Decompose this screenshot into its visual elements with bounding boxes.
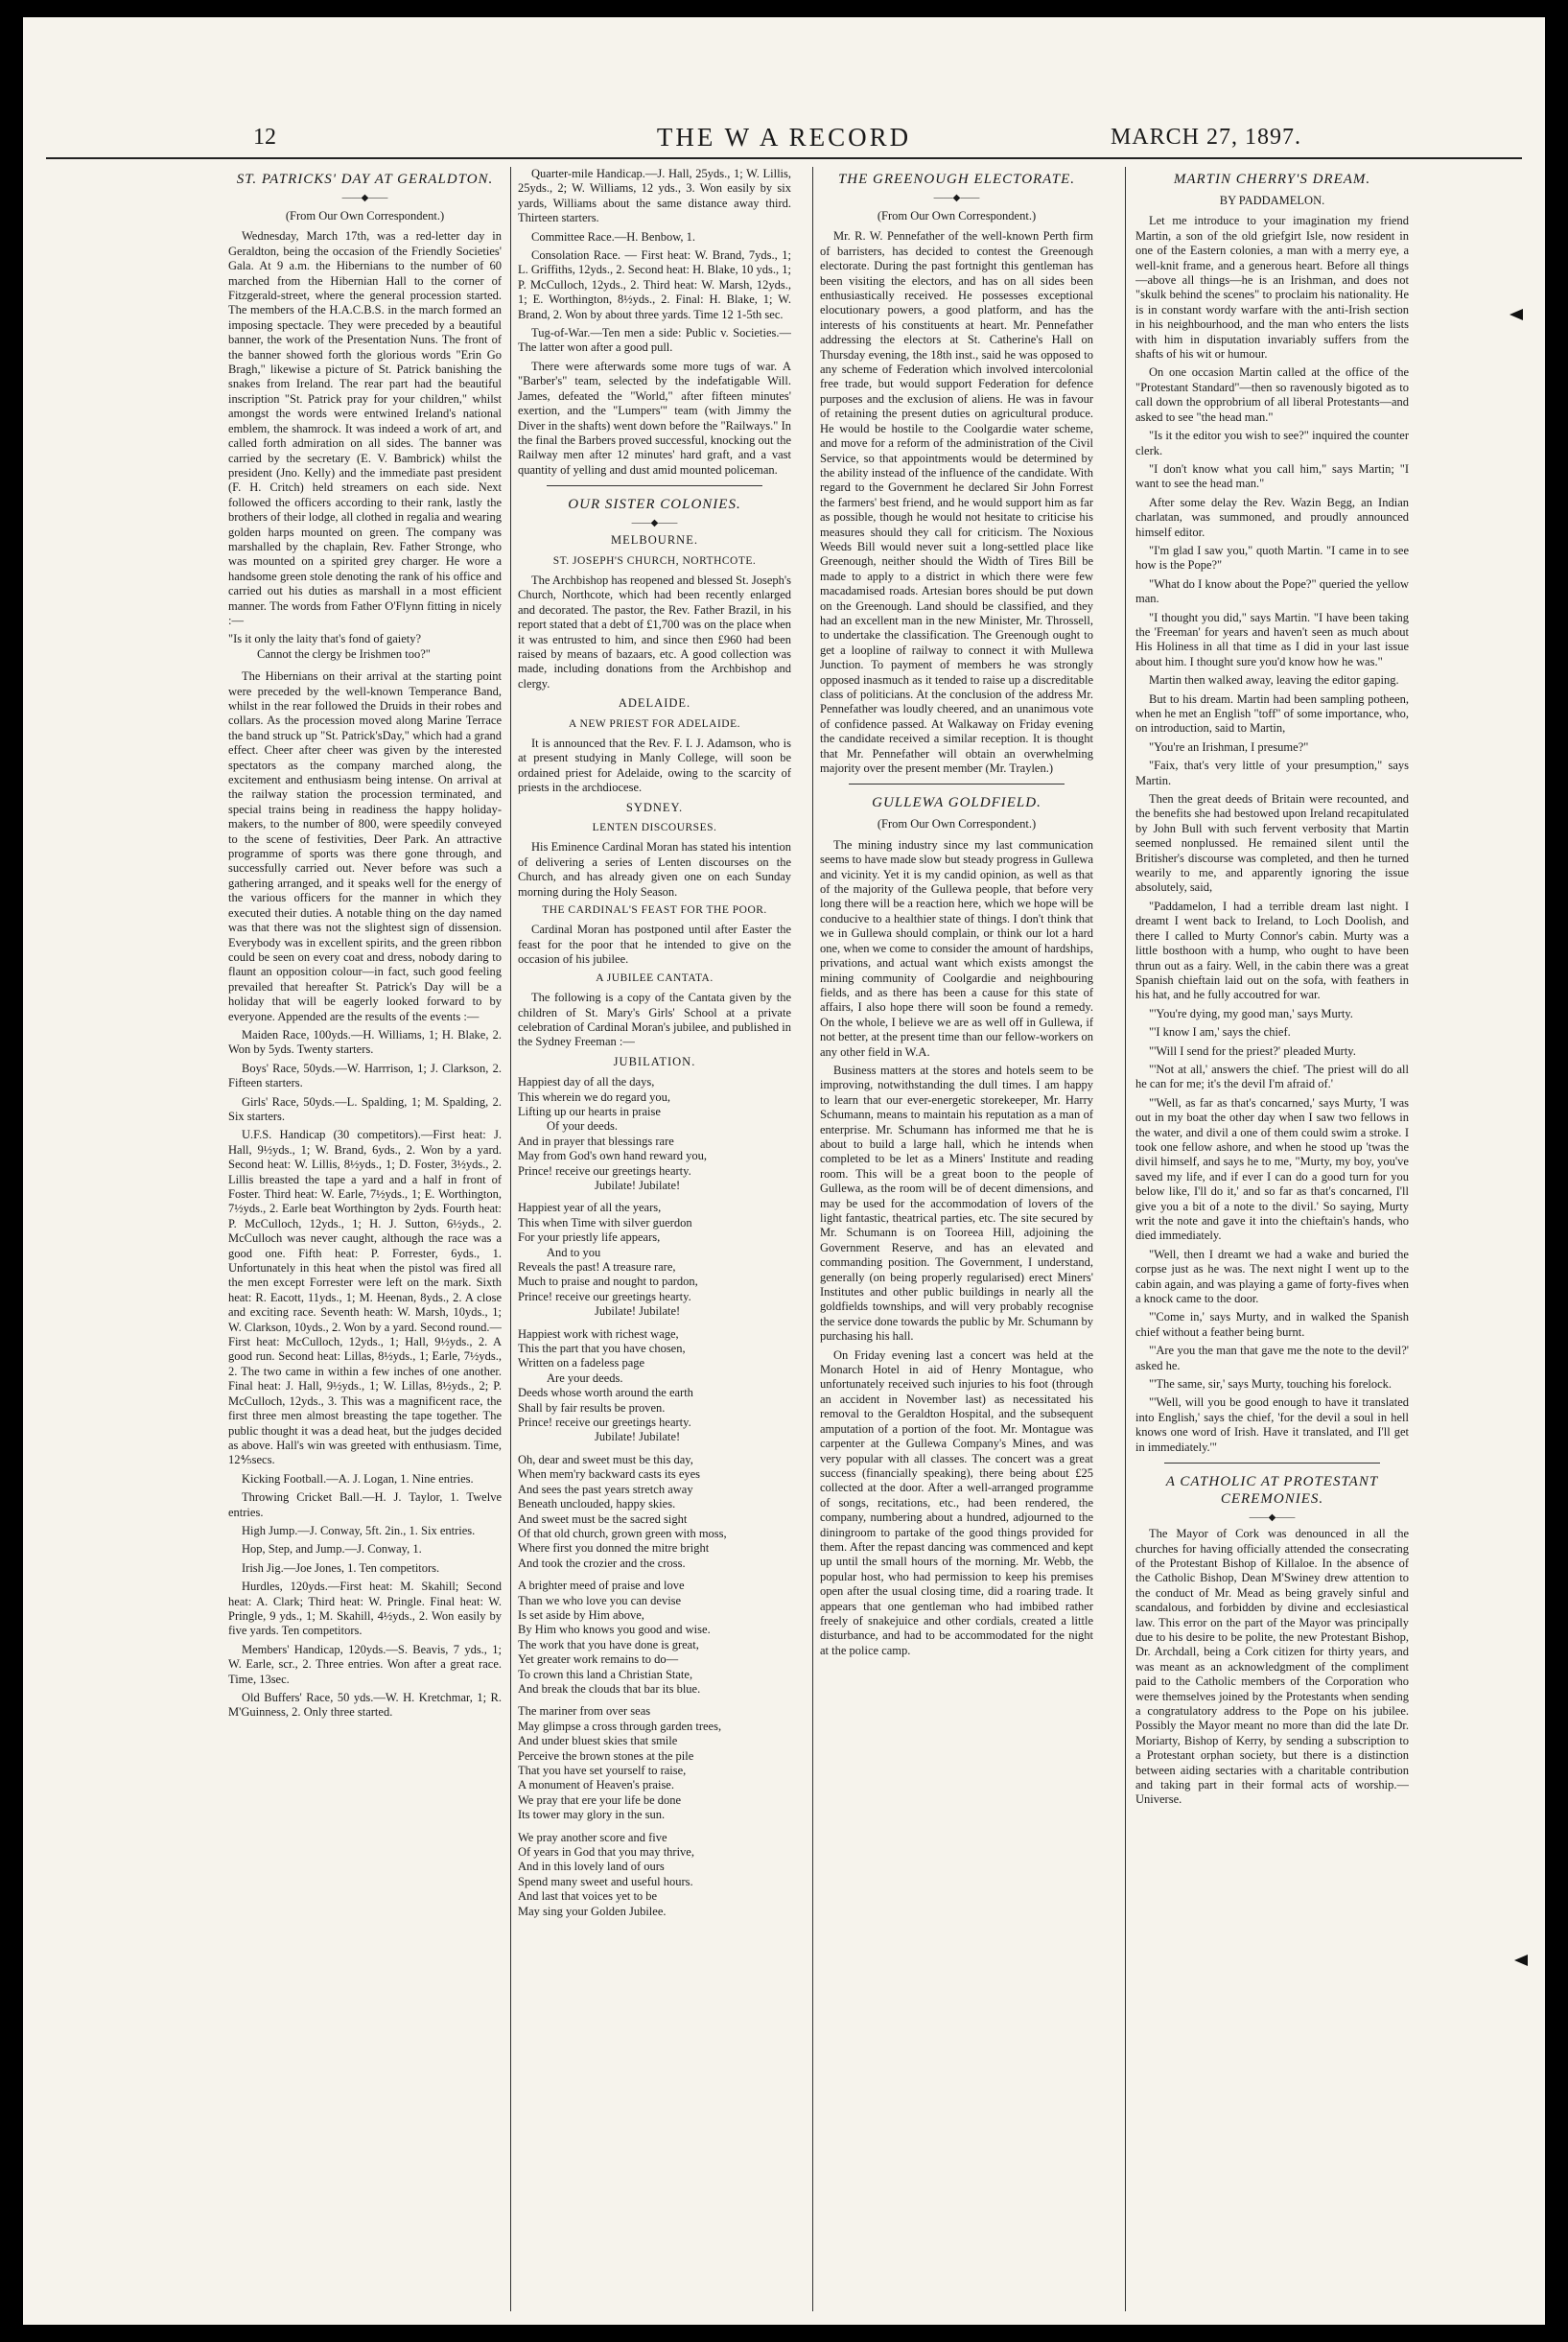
verse-line: Prince! receive our greetings hearty. [518,1289,691,1303]
verse-line: And to you [547,1245,601,1259]
verse-line: By Him who knows you good and wise. [518,1623,711,1637]
section-rule [849,784,1065,785]
article-heading: ST. PATRICKS' DAY AT GERALDTON. [236,172,494,187]
poem-stanza [518,1201,791,1319]
masthead [46,119,1522,159]
verse-line: The mariner from over seas [518,1704,651,1719]
paragraph: "Paddamelon, I had a terrible dream last night. I dreamt I went back to Ireland, to Loch Doolish, and there I called to Murty Connor's cabin. Murty was a little bosthoon with a hump, who ought to have been thrun out as a fairy. Well, in the cabin there was a great Spanish chieftain laid out on the sofa, with feathers in his hat, and he fully accoutred for war. [1135,899,1409,1002]
paragraph: After some delay the Rev. Wazin Begg, an Indian charlatan, was summoned, and proudly announced himself editor. [1135,495,1409,539]
verse-line: Prince! receive our greetings hearty. [518,1416,691,1430]
article-heading: A CATHOLIC AT PROTESTANT CEREMONIES. [1165,1474,1379,1508]
verse-line: Its tower may glory in the sun. [518,1808,666,1822]
verse-line: Happiest work with richest wage, [518,1326,679,1341]
poem-stanza [518,1075,791,1193]
paragraph: Hop, Step, and Jump.—J. Conway, 1. [242,1542,422,1557]
paragraph: Cardinal Moran has postponed until after Easter the feast for the poor that he intended to give on the occasion of his jubilee. [518,923,791,967]
verse-line: And took the crozier and the cross. [518,1556,686,1570]
paragraph: But to his dream. Martin had been sampling potheen, when he met an English "toff" of some importance, who, on introduction, said to Martin, [1135,691,1409,736]
verse-line: Of your deeds. [547,1119,618,1134]
paragraph: "Faix, that's very little of your presumption," says Martin. [1135,759,1409,787]
verse-line: The work that you have done is great, [518,1637,699,1651]
paragraph: "'Not at all,' answers the chief. 'The priest will do all he can for me; it's the devil I'm afraid of.' [1135,1062,1409,1091]
paragraph: Business matters at the stores and hotels seem to be improving, notwithstanding the dull times. I am happy to learn that our ever-energetic storekeeper, Mr. Harry Schumann, means to maintain his reputation as a man of enterprise. Mr. Schumann has informed me that he is about to build a large hall, which he intends when completed to be let as a Miners' Institute and reading room. This will be a great boon to the people of Gullewa, as the room will be of decent dimensions, and may be used for the accommodation of lovers of the light fantastic, theatrical parties, etc. The site secured by Mr. Schumann is on Tooreea Hill, adjoining the Government Reserve, and has an elevated and commanding position. The Government, I understand, generally (on being properly regularised) erect Miners' Institutes and other public buildings in nearly all the goldfields townships, and will very probably recognise the service done towards the public by Mr. Schumann by purchasing his hall. [820,1063,1093,1344]
article-heading: OUR SISTER COLONIES. [568,497,741,513]
paragraph: Quarter-mile Handicap.—J. Hall, 25yds., 1; W. Lillis, 25yds., 2; W. Williams, 12 yds., 3. Won easily by six yards, Williams about the same distance away third. Thirteen starters. [518,167,791,225]
verse-line: Jubilate! Jubilate! [595,1430,681,1444]
margin-marker-icon [1509,309,1523,320]
paragraph: "'I know I am,' says the chief. [1149,1025,1291,1040]
verse-line: And sweet must be the sacred sight [518,1511,688,1526]
section-rule [547,485,762,486]
paragraph: Irish Jig.—Joe Jones, 1. Ten competitors. [242,1560,440,1575]
verse-line: Jubilate! Jubilate! [595,1304,681,1319]
verse-line: Where first you donned the mitre bright [518,1541,710,1556]
verse-line: Jubilate! Jubilate! [595,1178,681,1192]
paragraph: It is announced that the Rev. F. I. J. Adamson, who is at present studying in Manly College, will soon be ordained priest for Adelaide, owing to the scarcity of priests in the archdiocese. [518,737,791,795]
paragraph: Boys' Race, 50yds.—W. Harrrison, 1; J. Clarkson, 2. Fifteen starters. [228,1061,502,1090]
verse-line: Happiest day of all the days, [518,1075,655,1089]
paragraph: Consolation Race. — First heat: W. Brand, 7yds., 1; L. Griffiths, 12yds., 2. Second heat: H. Blake, 10 yds., 1; P. McCulloch, 12yds., 2. Third heat: W. Marsh, 12yds., 1; E. Worthington, 8½yds., 2. Final: H. Blake, 1; W. Brand, 2. Won by about three yards. Time 12 1-5th sec. [518,248,791,321]
article-source: (From Our Own Correspondent.) [877,209,1037,222]
verse-line: Are your deeds. [547,1370,623,1385]
verse-line: And under bluest skies that smile [518,1734,678,1748]
verse-line: A brighter meed of praise and love [518,1579,685,1593]
subheading-church: ST. JOSEPH'S CHURCH, NORTHCOTE. [552,554,757,567]
verse-line: That you have set yourself to raise, [518,1764,687,1777]
poem-title: JUBILATION. [613,1054,696,1068]
page-number: 12 [253,125,276,150]
paragraph: Committee Race.—H. Benbow, 1. [531,229,696,244]
verse-line: Spend many sweet and useful hours. [518,1874,693,1888]
paragraph: Girls' Race, 50yds.—L. Spalding, 1; M. Spalding, 2. Six starters. [228,1094,502,1123]
verse-line: Written on a fadeless page [518,1356,645,1370]
poem-stanza [518,1579,791,1697]
verse-line: Reveals the past! A treasure rare, [518,1260,676,1274]
issue-date: MARCH 27, 1897. [1110,125,1301,150]
article-heading: THE GREENOUGH ELECTORATE. [837,172,1076,187]
paragraph: "'Will I send for the priest?' pleaded Murty. [1149,1043,1356,1058]
paragraph: Old Buffers' Race, 50 yds.—W. H. Kretchmar, 1; R. M'Guinness, 2. Only three started. [228,1691,502,1720]
paragraph: Tug-of-War.—Ten men a side: Public v. Societies.—The latter won after a good pull. [518,326,791,355]
paragraph: "'The same, sir,' says Murty, touching his forelock. [1149,1377,1392,1392]
verse-line: "Is it only the laity that's fond of gaiety? [228,632,422,646]
paragraph: The following is a copy of the Cantata given by the children of St. Mary's Girls' School at a private celebration of Cardinal Moran's jubilee, and published in the Sydney Freeman :— [518,991,791,1049]
verse-line: May glimpse a cross through garden trees, [518,1719,722,1733]
verse-line: This wherein we do regard you, [518,1089,670,1104]
paragraph: Martin then walked away, leaving the editor gaping. [1149,673,1399,688]
verse-line: And break the clouds that bar its blue. [518,1681,701,1696]
paragraph: "You're an Irishman, I presume?" [1149,739,1309,754]
paragraph: "I thought you did," says Martin. "I have been taking the 'Freeman' for years and haven't seen as much about His Holiness in all that time as I did in your last issue about him. I thought sure you'd know how he was." [1135,610,1409,668]
verse-line: To crown this land a Christian State, [518,1667,693,1681]
verse-line: Beneath unclouded, happy skies. [518,1497,676,1511]
paragraph: "'Well, as far as that's concarned,' says Murty, 'I was out in my boat the other day when I saw two fellows in the water, and divil a one of them could swim a stroke. I took one fellow ashore, and when he stood up 'twas the divil himself, and says he to me, "Murty, my boy, you've saved my life, and if ever I can do a good turn for you below like, I'll do it,' and so far as that's concarned, I'll give you a bit of a note to the divil.' So saying, Murty writ the note and gave it into the chieftain's hands, who died immediately. [1135,1095,1409,1243]
columns [228,167,1423,2315]
column-3 [820,167,1093,2311]
section-heading-sydney: SYDNEY. [625,800,684,814]
paragraph: Throwing Cricket Ball.—H. J. Taylor, 1. Twelve entries. [228,1490,502,1519]
divider-ornament: ——◆—— [933,193,980,203]
poem-stanza [518,1453,791,1571]
section-heading-adelaide: ADELAIDE. [618,696,691,711]
verse-line: May sing your Golden Jubilee. [518,1904,667,1918]
article-source: (From Our Own Correspondent.) [877,817,1037,831]
paragraph: Hurdles, 120yds.—First heat: M. Skahill; Second heat: A. Clark; Third heat: W. Pringle. Final heat: W. Pringle, 9 yds., 1; M. Skahill, 4½yds., 2. Won easily by five yards. Ten competitors. [228,1580,502,1638]
verse-line: Yet greater work remains to do— [518,1652,679,1667]
paragraph: His Eminence Cardinal Moran has stated his intention of delivering a series of Lenten discourses on the Church, and has already given one on each Sunday morning during the Holy Season. [518,840,791,899]
verse-line: And in this lovely land of ours [518,1860,665,1874]
verse-quote [228,632,502,662]
article-source: (From Our Own Correspondent.) [285,209,445,222]
paragraph: Let me introduce to your imagination my friend Martin, a son of the old griefgirt Isle, now resident in one of the Eastern colonies, a man with a merry eye, a well-knit frame, and a generous heart. Before all things—above all things—he is an Irishman, and does not "skulk behind the scenes" to proclaim his nationality. He is in constant wordy warfare with the anti-Irish section in his neighbourhood, and the man who enters the lists with him in disputation invariably suffers from the shafts of his wit or humour. [1135,214,1409,362]
verse-line: This when Time with silver guerdon [518,1215,692,1230]
verse-line: May from God's own hand reward you, [518,1149,708,1163]
paragraph: Then the great deeds of Britain were recounted, and the benefits she had bestowed upon Ireland recapitulated by John Bull with such fervent verbosity that Martin seemed nonplussed. He remained silent until the Britisher's discourse was completed, and then he turned wearily to me, and apparently ignoring the issue absolutely, said, [1135,792,1409,895]
verse-line: When mem'ry backward casts its eyes [518,1467,701,1482]
paragraph: High Jump.—J. Conway, 5ft. 2in., 1. Six entries. [242,1523,476,1537]
verse-line: Than we who love you can devise [518,1593,682,1607]
verse-line: Of years in God that you may thrive, [518,1845,694,1860]
subheading-new-priest: A NEW PRIEST FOR ADELAIDE. [568,717,740,730]
margin-marker-icon [1514,1955,1528,1966]
divider-ornament: ——◆—— [1249,1512,1296,1524]
verse-line: And in prayer that blessings rare [518,1134,674,1148]
paragraph: "What do I know about the Pope?" queried the yellow man. [1135,576,1409,606]
section-rule [1164,1463,1380,1464]
paragraph: Members' Handicap, 120yds.—S. Beavis, 7 yds., 1; W. Earle, scr., 2. Three entries. Won after a great race. Time, 13sec. [228,1642,502,1686]
paragraph: "I'm glad I saw you," quoth Martin. "I came in to see how is the Pope?" [1135,543,1409,573]
column-rule [812,167,813,2311]
article-heading: GULLEWA GOLDFIELD. [872,795,1041,811]
paragraph: "Well, then I dreamt we had a wake and buried the corpse just as he was. The next night I went up to the cabin again, and was playing a game of forty-fives when a knock came to the door. [1135,1247,1409,1306]
subheading-feast: THE CARDINAL'S FEAST FOR THE POOR. [542,904,767,917]
paragraph: "'Well, will you be good enough to have it translated into English,' says the chief, 'for the devil a soul in hell knows one word of Irish. Have it translated, and I'll get in immediately.'" [1135,1395,1409,1454]
paragraph: The mining industry since my last communication seems to have made slow but steady progress in Gullewa and vicinity. Yet it is my candid opinion, as well as that of the majority of the Gullewa people, that before very long there will be a reaction here, which we hope will be conducive to a healthier state of things. I don't think that we in Gullewa should complain, or think our lot a hard one, when we come to consider the amount of hardships, privations, and actual want which exists amongst the mining community of Coolgardie and neighbouring fields, and as there has been a cause for this state of affairs, I also hope there will soon be found a remedy. On the whole, I believe we are as well off in Gullewa, if not better, at the present time than our fellow-workers on any other field in W.A. [820,837,1093,1059]
article-heading: MARTIN CHERRY'S DREAM. [1173,172,1371,187]
verse-line: Oh, dear and sweet must be this day, [518,1452,693,1466]
poem-stanza [518,1704,791,1822]
paragraph: "'Come in,' says Murty, and in walked the Spanish chief without a feather being burnt. [1135,1310,1409,1339]
verse-line: Cannot the clergy be Irishmen too?" [257,646,431,661]
column-rule [1125,167,1126,2311]
paragraph: U.F.S. Handicap (30 competitors).—First heat: J. Hall, 9½yds., 1; W. Brand, 6yds., 2. Won by a yard. Second heat: W. Lillis, 8½yds., 1; D. Foster, 3½yds., 2. Lillis breasted the tape a yard and a half in front of Foster. Third heat: W. Earle, 7½yds., 1; E. Worthington, 7½yds., 2. Earle beat Worthington by 2yds. Fourth heat: P. McCulloch, 12yds., 1; H. J. Sutton, 6½yds., 2. McCulloch was never caught, although the race was a good one. Fifth heat: P. Forrester, 6yds., 1. Unfortunately in this heat when the pistol was fired all the men except Forrester were left on the mark. Sixth heat: R. Eacott, 11yds., 1; M. Heenan, 8yds., 2. A close and exciting race. Seventh heath: W. Marsh, 10yds., 1; W. Clarkson, 10yds., 2. Won by a yard. Second round.—First heat: McCulloch, 12yds., 1; Hall, 9½yds., 2. A good run. Second heat: Lillas, 8½yds., 1; Earle, 7½yds., 2. The two came in within a few inches of one another. Final heat: J. Hall, 9½yds., 1; W. Lillas, 8½yds., 2; P. McCulloch, 12yds., 3. This was a magnificent race, the first three men almost breasting the tape together. The public thought it was a dead heat, but the judges decided as above. Hall's win was greeted with enthusiasm. Time, 12⅘secs. [228,1128,502,1467]
column-4 [1135,167,1409,2311]
verse-line: Deeds whose worth around the earth [518,1386,693,1400]
paragraph: The Archbishop has reopened and blessed St. Joseph's Church, Northcote, which had been recently enlarged and decorated. The pastor, the Rev. Father Brazil, in his report stated that a debt of £1,700 was on the place when it was entrusted to him, and since then £960 had been raised by means of bazaars, etc. A good collection was made, including donations from the Archbishop and clergy. [518,573,791,691]
byline: BY PADDAMELON. [1219,194,1325,207]
verse-line: Prince! receive our greetings hearty. [518,1163,691,1178]
verse-line: Much to praise and nought to pardon, [518,1275,698,1289]
subheading-cantata: A JUBILEE CANTATA. [596,972,714,984]
divider-ornament: ——◆—— [631,518,678,529]
verse-line: And last that voices yet to be [518,1889,658,1904]
paragraph: On Friday evening last a concert was held at the Monarch Hotel in aid of Henry Montague, who unfortunately received such injuries to his foot (through an accident in November last) as necessitated his removal to the Geraldton Hospital, and the subsequent amputation of a portion of the foot. Mr. Montague was carpenter at the Gullewa Company's Mines, and was very popular with all classes. The concert was a great success (financially speaking), there being about £25 collected at the door. After a well-arranged programme of songs, recitations, etc., had been rendered, the company, numbering about a hundred, adjourned to the diningroom to partake of the good things provided for them. After the repast dancing was commenced and kept up until the small hours of the morning. Mr. Webb, the popular host, who had permission to keep his premises open after the usual closing time, did a roaring trade. It appears that one gentleman who had imbibed rather freely of snakejuice and other cordials, created a little disturbance, and had to be accommodated for the night at the police camp. [820,1347,1093,1657]
verse-line: Is set aside by Him above, [518,1607,644,1622]
paragraph: Wednesday, March 17th, was a red-letter day in Geraldton, being the occasion of the Friendly Societies' Gala. At 9 a.m. the Hibernians to the number of 60 marched from the Hibernian Hall to the corner of Fitzgerald-street, where the general procession started. The members of the H.A.C.B.S. in the march formed an imposing spectacle. They were preceded by a beautiful banner, the work of the Presentation Nuns. The front of the banner showed forth the glorious words "Erin Go Bragh," likewise a picture of St. Patrick banishing the snakes from Ireland. The rear part had the beautiful inscription "St. Patrick pray for your children," whilst amongst the words were entwined Ireland's national emblem, the shamrock. It was indeed a work of art, and called forth admiration on all sides. The banner was carried by the secretary (E. V. Bambrick) whilst the president (Jno. Kelly) and the immediate past president (F. H. Critch) held streamers on each side. Next followed the officers according to their rank, lastly the brothers of their lodge, all clothed in regalia and wearing golden harps mounted on green. The company was marshalled by the chaplain, Rev. Father Stronge, who was mounted on a spirited grey charger. He wore a handsome green stole denoting the rank of his office and carried out his duties as marshall in a most efficient manner. The words from Father O'Flynn fitting in nicely :— [228,229,502,627]
verse-line: Happiest year of all the years, [518,1201,662,1215]
column-2 [518,167,791,2311]
paragraph: Mr. R. W. Pennefather of the well-known Perth firm of barristers, has decided to contest the Greenough electorate. During the past fortnight this gentleman has been visiting the electors, and has on all sides been enthusiastically received. He possesses exceptional elocutionary powers, a good platform, and has the interests of his constituents at heart. Mr. Pennefather addressing the electors at St. Catherine's Hall on Thursday evening, the 18th inst., said he was opposed to any scheme of Federation which involved intercolonial free trade, but would support Federation for defence purposes and the exclusion of aliens. He was in favour of retaining the present duties on agricultural produce. He would be hostile to the Coolgardie water scheme, and move for a reform of the administration of the Civil Service, so that appointments would be determined by the ability instead of the influence of the candidate. With regard to the Government he declared Sir John Forrest the farmers' best friend, and he would support him as far as possible, though he would not hesitate to criticise his measures should they call for criticism. The Noxious Weeds Bill would never suit a long-settled place like Greenough, neither should the Width of Tires Bill be made to apply to a district in which there were few macadamised roads. Artesian bores should be put down on the Greenough. Land should be classified, and they had an excellent man in the new Minister, Mr. Throssell, to undertake the classification. The Greenough ought to get a loopline of railway to connect it with Mullewa Junction. To payment of members he was strongly opposed inasmuch as it tended to raise up a discreditable class of politicians. At the conclusion of the address Mr. Pennefather was loudly cheered, and an unanimous vote of confidence passed. At Walkaway on Friday evening the candidate received a similar reception. It is thought that Mr. Pennefather will obtain an overwhelming majority over the present member (Mr. Traylen.) [820,229,1093,776]
paragraph: "Is it the editor you wish to see?" inquired the counter clerk. [1135,429,1409,457]
section-heading-melbourne: MELBOURNE. [611,533,698,548]
paragraph: "'You're dying, my good man,' says Murty. [1149,1006,1353,1020]
poem-stanza [518,1831,791,1919]
column-rule [510,167,511,2311]
newspaper-page [23,17,1545,2325]
paragraph: The Hibernians on their arrival at the starting point were preceded by the well-known Temperance Band, whilst in the rear followed the Druids in their robes and collars. As the procession moved along Marine Terrace the band struck up "St. Patrick'sDay," which had a grand effect. Cheer after cheer was given by the interested spectators as the company marched along, the excitement and enthusiasm being intense. On arrival at the railway station the procession terminated, and special trains being in readiness the happy holiday-makers, to the number of 800, were speedily conveyed to the scene of festivities, Deer Park. An attractive programme of sports was there gone through, and successfully carried out. Never before was such a gathering arranged, and it speaks well for the energy of the various officers for the manner in which they executed their duties. A notable thing on the day named was that there was not the slightest sign of dissension. Everybody was in excellent spirits, and the green ribbon could be seen on every coat and dress, nobody daring to flaunt an opposition colour—in fact, such good feeling prevailed that hereafter St. Patrick's Day will be a holiday that will be eagerly looked forward to by everyone. Appended are the results of the events :— [228,669,502,1023]
verse-line: And sees the past years stretch away [518,1482,693,1496]
verse-line: Perceive the brown stones at the pile [518,1748,694,1763]
paragraph: Kicking Football.—A. J. Logan, 1. Nine entries. [242,1471,474,1486]
subheading-lenten: LENTEN DISCOURSES. [592,822,717,834]
divider-ornament: ——◆—— [341,193,388,203]
paragraph: The Mayor of Cork was denounced in all the churches for having officially attended the consecrating of the Protestant Bishop of Killaloe. In the absence of the Catholic Bishop, Dean M'Swiney drew attention to the conduct of Mr. Mead as being gravely sinful and scandalous, and forbidden by divine and ecclesiastical law. This error on the part of the Mayor was principally due to his desire to be polite, the new Protestant Bishop, Dr. Archdall, being a Cork citizen for thirty years, and was meant as an acknowledgment of the compliment paid to the Catholic members of the Corporation who were themselves joined by the Protestants when sending a congratulatory address to the Pope on his jubilee. Possibly the Mayor meant no more than did the late Dr. Moriarty, Bishop of Kerry, by sending a subscription to a Protestant orphan society, but there is a distinction between aiding sectaries with a charitable contribution and taking part in their formal acts of worship.—Universe. [1135,1527,1409,1807]
verse-line: Of that old church, grown green with moss, [518,1526,727,1540]
paragraph: "I don't know what you call him," says Martin; "I want to see the head man." [1135,461,1409,491]
verse-line: For your priestly life appears, [518,1230,661,1245]
verse-line: This the part that you have chosen, [518,1342,686,1356]
verse-line: We pray that ere your life be done [518,1792,682,1807]
verse-line: Shall by fair results be proven. [518,1400,666,1415]
verse-line: Lifting up our hearts in praise [518,1104,661,1118]
verse-line: We pray another score and five [518,1830,667,1844]
poem-stanza [518,1327,791,1445]
paragraph: "'Are you the man that gave me the note to the devil?' asked he. [1135,1344,1409,1372]
column-1 [228,167,502,2311]
paragraph: Maiden Race, 100yds.—H. Williams, 1; H. Blake, 2. Won by 5yds. Twenty starters. [228,1027,502,1057]
newspaper-title: THE W A RECORD [656,123,912,152]
paragraph: There were afterwards some more tugs of war. A "Barber's" team, selected by the indefatigable Will. James, defeated the "World," after fifteen minutes' exertion, and the "Lumpers'" team (with Jimmy the Diver in the shafts) went down before the "Railways." In the final the Barbers proved successful, knocking out the Railway men after 12 minutes' hard graft, and a vast quantity of yelling and dust amid mounted policeman. [518,359,791,477]
paragraph: On one occasion Martin called at the office of the "Protestant Standard"—then so ravenously bigoted as to call down the opprobrium of all liberal Protestants—and asked to see "the head man." [1135,365,1409,424]
verse-line: A monument of Heaven's praise. [518,1778,674,1792]
